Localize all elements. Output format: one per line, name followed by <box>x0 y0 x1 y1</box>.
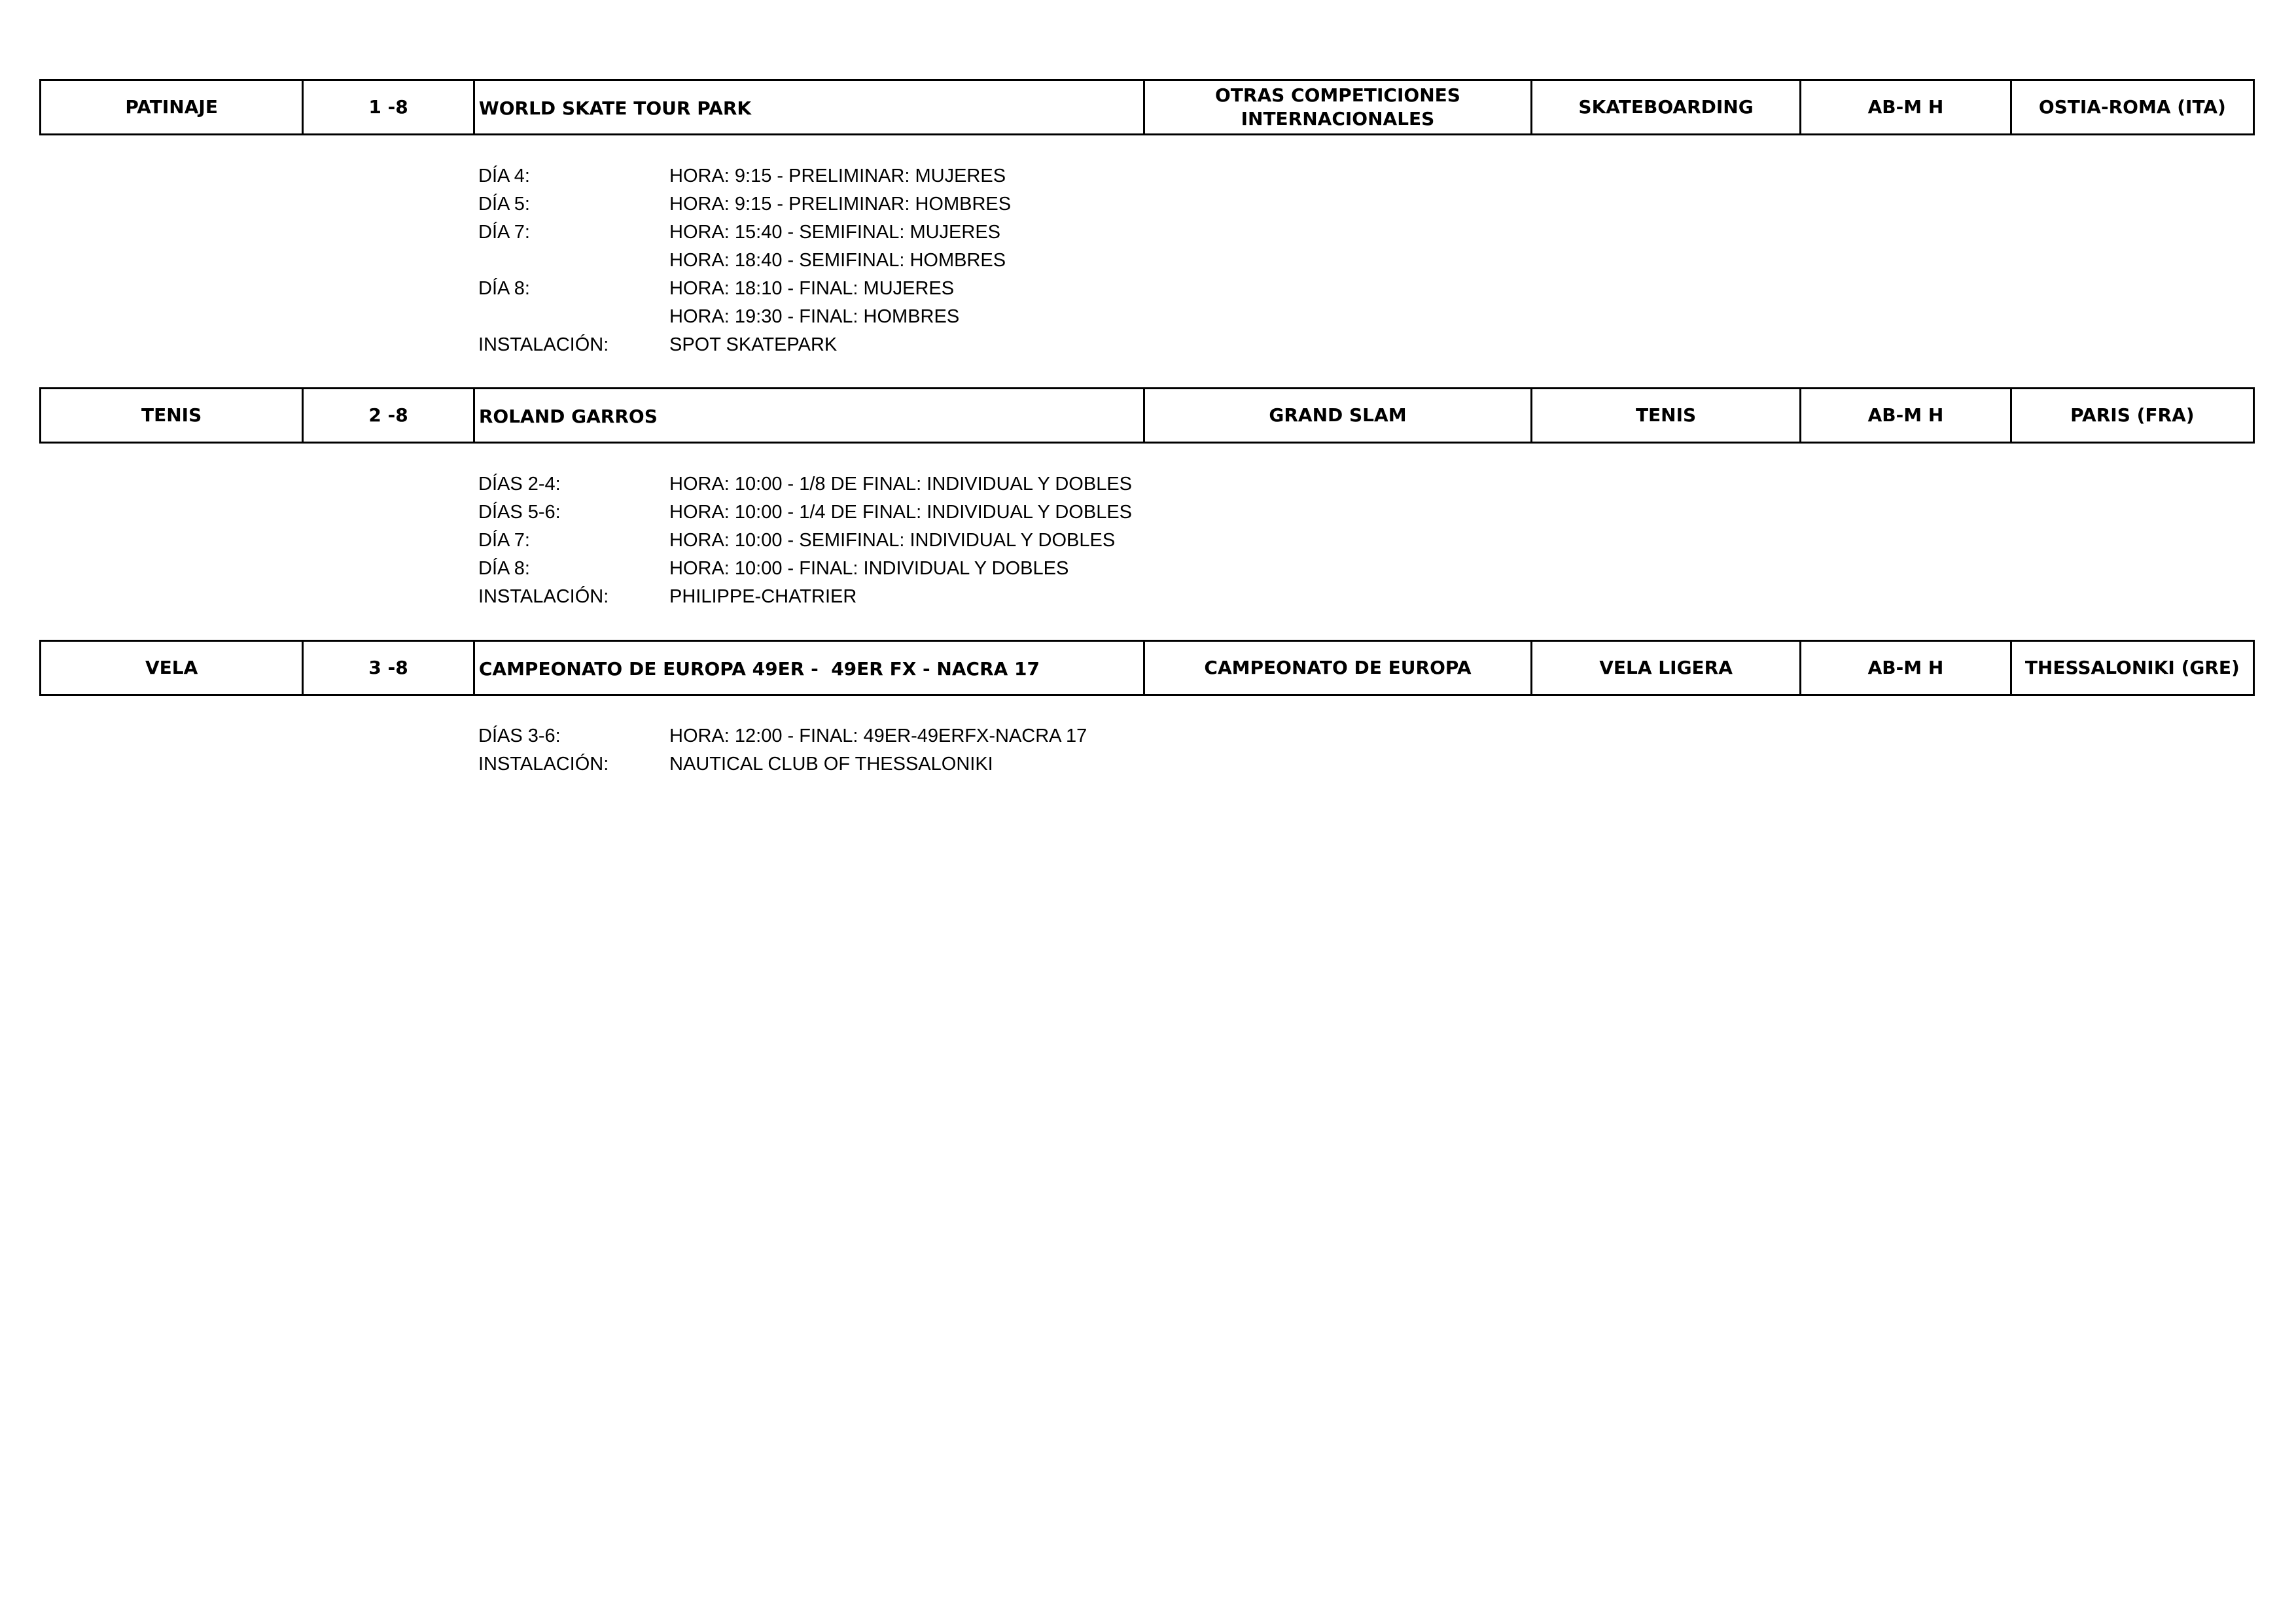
category-cell: AB-M H <box>1801 642 2011 694</box>
location-cell: PARIS (FRA) <box>2070 404 2195 426</box>
detail-label: DÍA 7: <box>478 530 530 551</box>
location-cell: THESSALONIKI (GRE) <box>2024 657 2240 678</box>
detail-label: DÍAS 2-4: <box>478 474 561 495</box>
detail-value: HORA: 18:10 - FINAL: MUJERES <box>669 278 955 299</box>
detail-row <box>478 470 1132 498</box>
detail-row <box>478 583 1132 611</box>
discipline-cell: VELA LIGERA <box>1532 642 1801 694</box>
category-cell: AB-M H <box>1801 389 2011 442</box>
event-name-cell: CAMPEONATO DE EUROPA 49ER - 49ER FX - NACRA 17 <box>475 642 1145 694</box>
event-details <box>478 470 1132 611</box>
detail-row <box>478 218 1011 247</box>
event-row <box>39 640 2255 696</box>
date-cell: 1 -8 <box>304 81 475 133</box>
detail-row <box>478 331 1011 359</box>
detail-row <box>478 555 1132 583</box>
location-cell: OSTIA-ROMA (ITA) <box>2038 96 2226 118</box>
event-row <box>39 79 2255 135</box>
sport-cell: VELA <box>41 642 304 694</box>
event-name-cell: ROLAND GARROS <box>475 389 1145 442</box>
detail-row <box>478 247 1011 275</box>
detail-value: HORA: 12:00 - FINAL: 49ER-49ERFX-NACRA 17 <box>669 725 1087 746</box>
competition-type-line1: GRAND SLAM <box>1269 404 1407 426</box>
discipline-cell: SKATEBOARDING <box>1532 81 1801 133</box>
detail-value: HORA: 10:00 - FINAL: INDIVIDUAL Y DOBLES <box>669 558 1069 579</box>
detail-value: HORA: 15:40 - SEMIFINAL: MUJERES <box>669 222 1001 243</box>
detail-label: INSTALACIÓN: <box>478 334 609 355</box>
detail-value: HORA: 9:15 - PRELIMINAR: MUJERES <box>669 166 1006 186</box>
detail-label: DÍAS 5-6: <box>478 502 561 523</box>
event-row <box>39 387 2255 444</box>
detail-label: INSTALACIÓN: <box>478 754 609 775</box>
competition-type-cell <box>1145 389 1532 442</box>
category-cell: AB-M H <box>1801 81 2011 133</box>
detail-value: HORA: 10:00 - 1/4 DE FINAL: INDIVIDUAL Y DOBLES <box>669 502 1133 523</box>
detail-value: HORA: 10:00 - SEMIFINAL: INDIVIDUAL Y DOBLES <box>669 530 1116 551</box>
detail-label: INSTALACIÓN: <box>478 586 609 607</box>
detail-label: DÍA 7: <box>478 222 530 243</box>
detail-row <box>478 750 1087 778</box>
detail-row <box>478 303 1011 331</box>
detail-row <box>478 162 1011 190</box>
detail-label: DÍA 4: <box>478 166 530 186</box>
sport-cell: PATINAJE <box>41 81 304 133</box>
discipline-cell: TENIS <box>1532 389 1801 442</box>
detail-row <box>478 190 1011 218</box>
event-details <box>478 722 1087 778</box>
detail-row <box>478 722 1087 750</box>
detail-label: DÍAS 3-6: <box>478 725 561 746</box>
detail-row <box>478 275 1011 303</box>
detail-value: HORA: 10:00 - 1/8 DE FINAL: INDIVIDUAL Y DOBLES <box>669 474 1133 495</box>
detail-row <box>478 527 1132 555</box>
event-name-cell: WORLD SKATE TOUR PARK <box>475 81 1145 133</box>
detail-label: DÍA 5: <box>478 194 530 215</box>
competition-type-cell <box>1145 642 1532 694</box>
detail-label: DÍA 8: <box>478 278 530 299</box>
detail-value: PHILIPPE-CHATRIER <box>669 586 857 607</box>
detail-value: NAUTICAL CLUB OF THESSALONIKI <box>669 754 993 775</box>
detail-value: HORA: 18:40 - SEMIFINAL: HOMBRES <box>669 250 1006 271</box>
detail-value: HORA: 9:15 - PRELIMINAR: HOMBRES <box>669 194 1012 215</box>
sport-cell: TENIS <box>41 389 304 442</box>
detail-value: HORA: 19:30 - FINAL: HOMBRES <box>669 306 960 327</box>
competition-type-cell <box>1145 81 1532 133</box>
detail-value: SPOT SKATEPARK <box>669 334 838 355</box>
detail-row <box>478 498 1132 527</box>
detail-label: DÍA 8: <box>478 558 530 579</box>
date-cell: 3 -8 <box>304 642 475 694</box>
competition-type-line1: CAMPEONATO DE EUROPA <box>1204 657 1472 678</box>
date-cell: 2 -8 <box>304 389 475 442</box>
event-details <box>478 162 1011 359</box>
competition-type-line1: OTRAS COMPETICIONES <box>1215 84 1460 106</box>
competition-type-line2: INTERNACIONALES <box>1241 108 1435 130</box>
